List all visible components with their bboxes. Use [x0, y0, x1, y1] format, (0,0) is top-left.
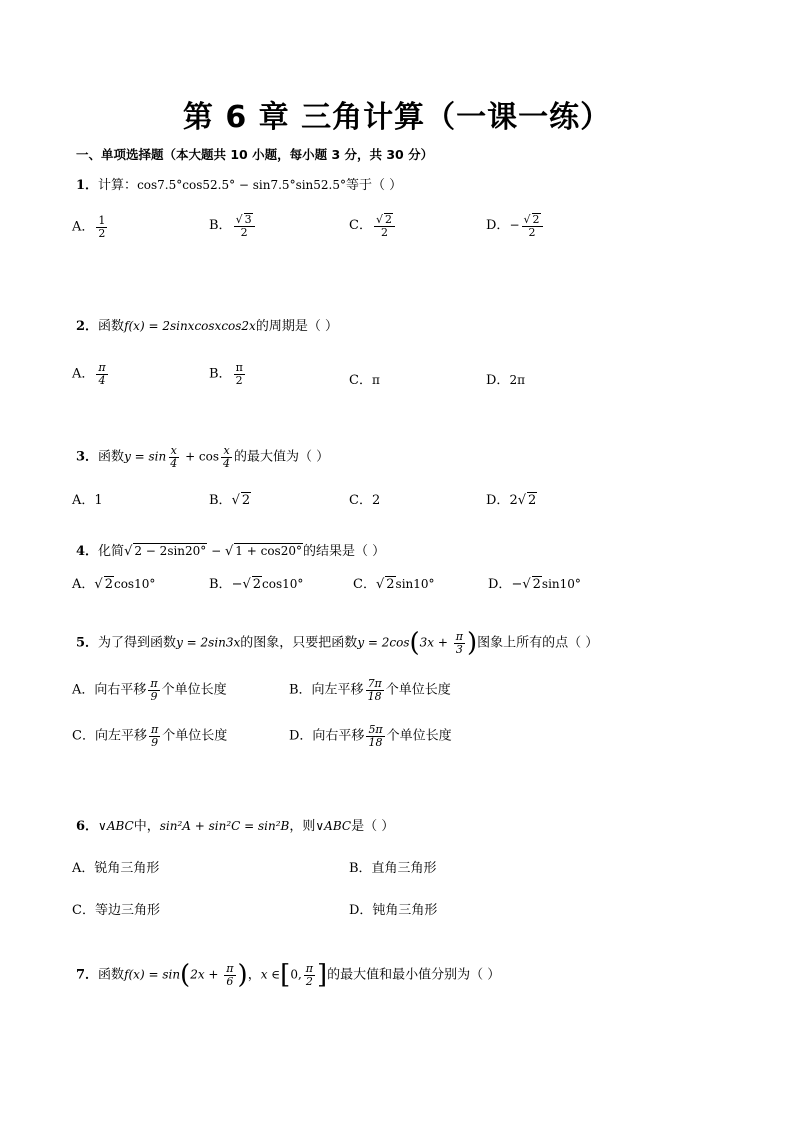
option-a: A．√ 2cos10° [72, 573, 155, 592]
option-c: C． √ $\frac{2}{2}$ [349, 213, 397, 238]
fraction: $\frac{\pi}{3}$ [455, 629, 463, 656]
option-d: D．向右平移 $\frac{5\pi}{18}$ 个单位长度 [289, 723, 452, 749]
question-3: 3．函数y = sin $\frac{x}{4}$ + cos $\frac{x}{4}$ 的最大值为（ ） [76, 444, 330, 470]
option-b: B．√ 2 [209, 489, 251, 508]
question-5: 5．为了得到函数y = 2sin3x的图象，只要把函数y = 2cos(3x + $\frac{\pi}{3}$ )图象上所有的点（ ） [76, 628, 599, 658]
question-number: 1． [76, 178, 99, 193]
question-tail: 等于（ ） [346, 178, 403, 193]
option-d: D．− √ $\frac{2}{2}$ [486, 213, 545, 238]
fraction: √ $\frac{3}{2}$ [234, 213, 255, 238]
option-a: A．锐角三角形 [72, 861, 160, 876]
fraction: √ $\frac{2}{2}$ [522, 213, 543, 238]
option-d: D．2π [486, 373, 525, 388]
question-7: 7．函数f(x) = sin(2x + $\frac{\pi}{6}$ )，x ∈[0, $\frac{\pi}{2}$ ]的最大值和最小值分别为（ ） [76, 960, 501, 990]
fraction: $\frac{\pi}{6}$ [226, 961, 234, 988]
question-number: 3． [76, 449, 99, 465]
question-number: 4． [76, 544, 99, 559]
option-a: A．向右平移 $\frac{\pi}{9}$ 个单位长度 [72, 677, 227, 703]
fraction: $\frac{\pi}{2}$ [305, 961, 314, 988]
fraction: $\frac{1}{2}$ [98, 214, 106, 240]
question-number: 6． [76, 819, 99, 834]
option-b: B． √ $\frac{3}{2}$ [209, 213, 257, 238]
option-c: C．等边三角形 [72, 903, 160, 918]
option-b: B．向左平移 $\frac{7\pi}{18}$ 个单位长度 [289, 677, 451, 703]
option-c: C．2 [349, 493, 381, 508]
option-a: A． $\frac{1}{2}$ [72, 214, 106, 240]
fraction: $\frac{x}{4}$ [170, 444, 178, 470]
option-a: A． $\frac{\pi}{4}$ [72, 361, 106, 387]
fraction: $\frac{x}{4}$ [223, 444, 231, 470]
option-b: B．−√ 2cos10° [209, 573, 303, 592]
question-4: 4．化简√ 2 − 2sin20° − √ 1 + cos20°的结果是（ ） [76, 540, 385, 559]
page-title: 第 6 章 三角计算（一课一练） [182, 100, 612, 135]
question-stem: 计算： [98, 178, 138, 193]
option-d: D．−√ 2sin10° [488, 573, 581, 592]
option-c: C．向左平移 $\frac{\pi}{9}$ 个单位长度 [72, 723, 228, 749]
section-heading: 一、单项选择题（本大题共 10 小题，每小题 3 分，共 30 分） [76, 147, 434, 162]
question-2: 2．函数f(x) = 2sinxcosxcos2x的周期是（ ） [76, 319, 338, 334]
option-d: D．2√ 2 [486, 489, 537, 508]
option-c: C．√ 2sin10° [353, 573, 435, 592]
fraction: $\frac{\pi}{2}$ [235, 361, 243, 387]
option-b: B．直角三角形 [349, 861, 437, 876]
fraction: $\frac{\pi}{4}$ [98, 361, 106, 387]
option-b: B． $\frac{\pi}{2}$ [209, 361, 243, 387]
question-number: 7． [76, 967, 99, 983]
option-a: A．1 [72, 493, 103, 508]
option-c: C．π [349, 373, 380, 388]
option-d: D．钝角三角形 [349, 903, 438, 918]
math-expression: cos7.5°cos52.5° − sin7.5°sin52.5° [137, 178, 347, 192]
math-expression: f(x) = 2sinxcosxcos2x [124, 319, 256, 333]
question-number: 2． [76, 319, 99, 334]
fraction: √ $\frac{2}{2}$ [374, 213, 395, 238]
question-6: 6．∨ABC中，sin²A + sin²C = sin²B，则∨ABC是（ ） [76, 819, 395, 834]
question-number: 5． [76, 635, 99, 651]
question-1 [76, 174, 402, 193]
